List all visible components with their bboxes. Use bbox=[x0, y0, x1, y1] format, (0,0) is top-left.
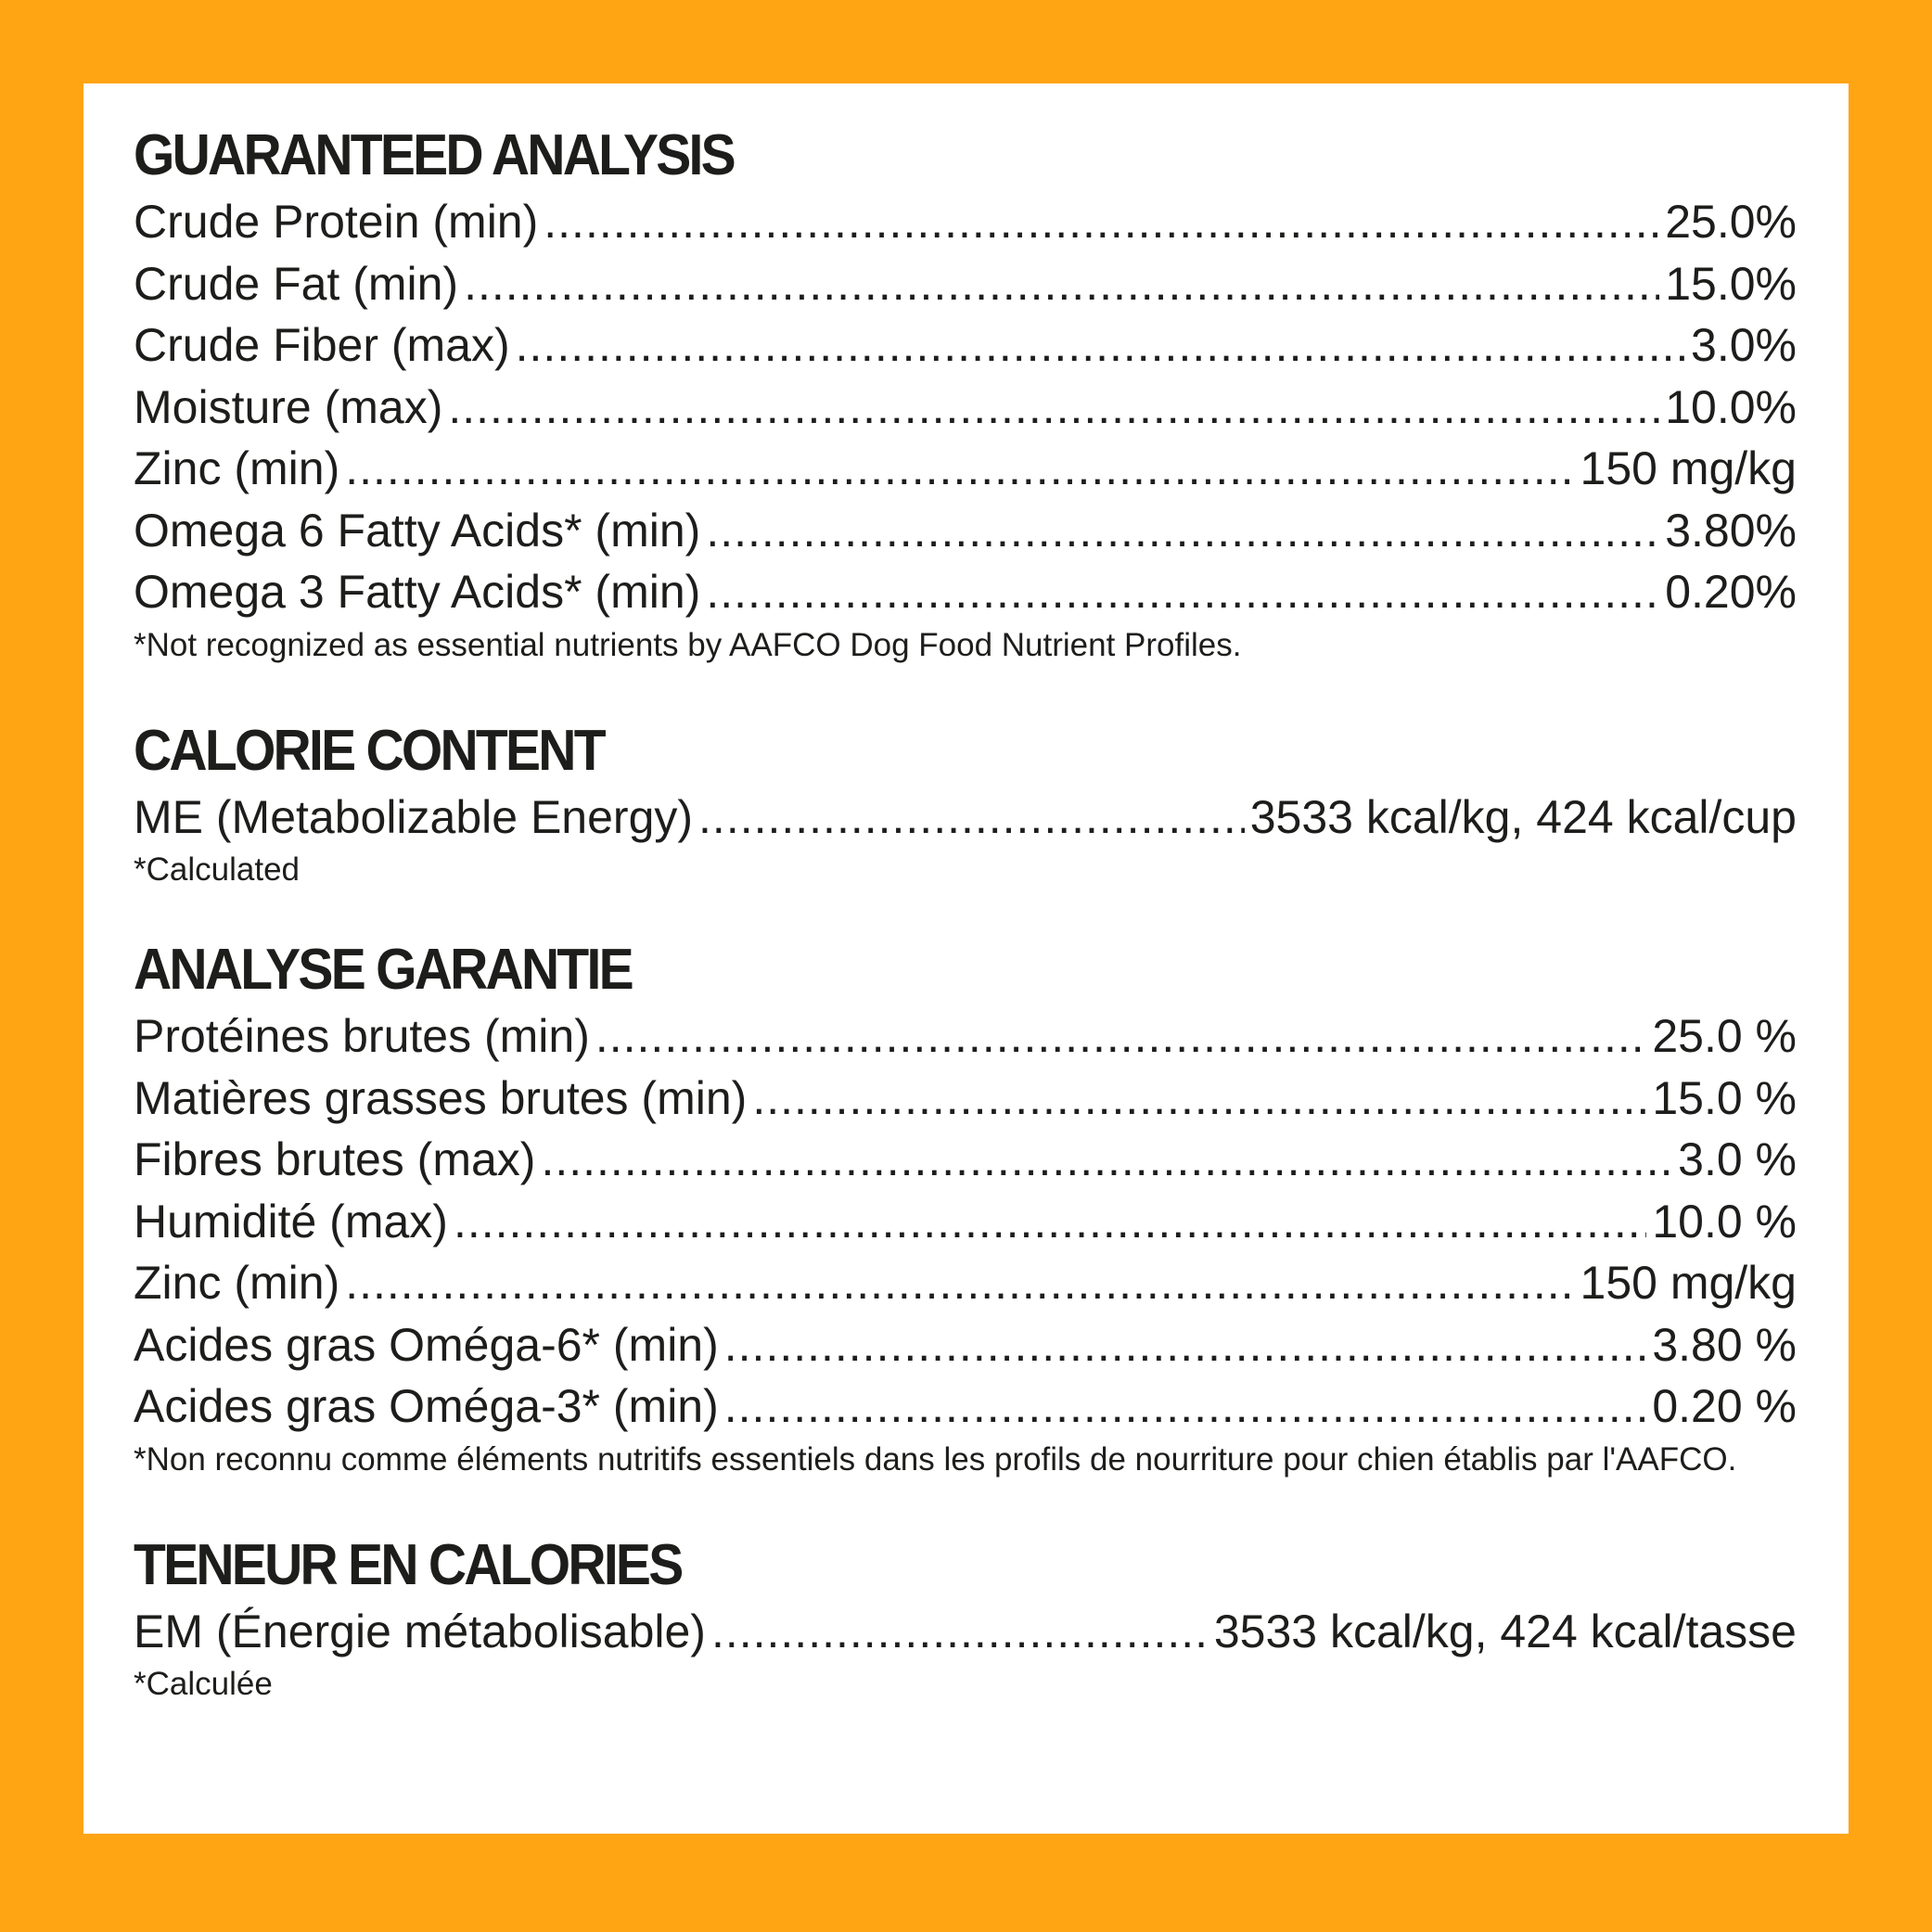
dot-leader bbox=[711, 1601, 1209, 1662]
nutrient-row bbox=[134, 253, 1797, 315]
nutrient-label: Acides gras Oméga-3* (min) bbox=[134, 1380, 719, 1432]
nutrient-label: Crude Fat (min) bbox=[134, 257, 459, 310]
section-gap bbox=[134, 892, 1797, 935]
nutrient-label: Crude Protein (min) bbox=[134, 196, 539, 248]
section-heading: ANALYSE GARANTIE bbox=[134, 938, 632, 1002]
section-gap bbox=[134, 1482, 1797, 1530]
teneur-en-calories-section bbox=[134, 1530, 1797, 1708]
dot-leader bbox=[752, 1068, 1646, 1129]
nutrient-row bbox=[134, 1191, 1797, 1253]
nutrient-label: Moisture (max) bbox=[134, 380, 443, 433]
nutrient-row bbox=[134, 314, 1797, 377]
nutrient-row bbox=[134, 377, 1797, 439]
calorie-content-section bbox=[134, 716, 1797, 893]
dot-leader bbox=[706, 561, 1659, 622]
nutrient-row bbox=[134, 1375, 1797, 1438]
nutrient-label: Matières grasses brutes (min) bbox=[134, 1071, 748, 1124]
section-heading: TENEUR EN CALORIES bbox=[134, 1532, 682, 1597]
nutrient-row bbox=[134, 1068, 1797, 1130]
nutrient-value: 10.0 % bbox=[1652, 1195, 1797, 1247]
dot-leader bbox=[345, 438, 1574, 499]
nutrient-value: 3.80 % bbox=[1652, 1318, 1797, 1371]
nutrient-label: Zinc (min) bbox=[134, 442, 340, 494]
nutrition-panel bbox=[83, 83, 1849, 1834]
nutrient-label: Omega 3 Fatty Acids* (min) bbox=[134, 566, 701, 618]
footnote: *Calculated bbox=[134, 851, 300, 888]
section-gap bbox=[134, 668, 1797, 716]
dot-leader bbox=[345, 1252, 1574, 1313]
dot-leader bbox=[448, 377, 1659, 438]
nutrient-value: 0.20% bbox=[1665, 566, 1797, 618]
dot-leader bbox=[464, 253, 1659, 314]
nutrient-row bbox=[134, 561, 1797, 623]
nutrient-row bbox=[134, 1005, 1797, 1068]
dot-leader bbox=[724, 1314, 1647, 1375]
nutrient-row bbox=[134, 1129, 1797, 1191]
nutrient-row bbox=[134, 1314, 1797, 1376]
nutrient-row bbox=[134, 1252, 1797, 1314]
nutrient-value: 3.0 % bbox=[1678, 1133, 1797, 1185]
nutrient-label: Humidité (max) bbox=[134, 1195, 448, 1247]
nutrient-value: 10.0% bbox=[1665, 380, 1797, 433]
dot-leader bbox=[724, 1375, 1647, 1437]
guaranteed-analysis-section bbox=[134, 121, 1797, 668]
nutrient-row bbox=[134, 191, 1797, 253]
nutrient-value: 0.20 % bbox=[1652, 1380, 1797, 1432]
section-heading: CALORIE CONTENT bbox=[134, 718, 604, 783]
nutrient-row bbox=[134, 1601, 1797, 1663]
section-heading: GUARANTEED ANALYSIS bbox=[134, 123, 734, 187]
nutrient-label: Fibres brutes (max) bbox=[134, 1133, 536, 1185]
dot-leader bbox=[544, 191, 1659, 252]
nutrient-value: 25.0% bbox=[1665, 196, 1797, 248]
dot-leader bbox=[595, 1005, 1646, 1067]
nutrient-row bbox=[134, 500, 1797, 562]
nutrient-value: 3533 kcal/kg, 424 kcal/tasse bbox=[1213, 1605, 1797, 1657]
nutrient-value: 3533 kcal/kg, 424 kcal/cup bbox=[1249, 790, 1797, 843]
dot-leader bbox=[706, 500, 1659, 561]
nutrient-value: 150 mg/kg bbox=[1580, 442, 1797, 494]
nutrient-value: 3.80% bbox=[1665, 504, 1797, 557]
footnote: *Non reconnu comme éléments nutritifs essentiels dans les profils de nourriture pour chien établis par l'AAFCO. bbox=[134, 1440, 1737, 1478]
dot-leader bbox=[541, 1129, 1672, 1190]
dot-leader bbox=[454, 1191, 1646, 1252]
footnote: *Calculée bbox=[134, 1666, 273, 1702]
nutrient-label: Protéines brutes (min) bbox=[134, 1010, 590, 1062]
nutrient-label: EM (Énergie métabolisable) bbox=[134, 1605, 706, 1657]
nutrient-label: Omega 6 Fatty Acids* (min) bbox=[134, 504, 701, 557]
nutrient-value: 3.0% bbox=[1691, 319, 1797, 371]
nutrient-row bbox=[134, 438, 1797, 500]
dot-leader bbox=[698, 787, 1245, 848]
analyse-garantie-section bbox=[134, 935, 1797, 1482]
nutrient-value: 15.0% bbox=[1665, 257, 1797, 310]
nutrient-label: Crude Fiber (max) bbox=[134, 319, 510, 371]
footnote: *Not recognized as essential nutrients by AAFCO Dog Food Nutrient Profiles. bbox=[134, 626, 1242, 663]
nutrient-row bbox=[134, 787, 1797, 849]
nutrient-label: Zinc (min) bbox=[134, 1257, 340, 1309]
dot-leader bbox=[516, 314, 1685, 376]
nutrient-label: ME (Metabolizable Energy) bbox=[134, 790, 694, 843]
nutrient-value: 25.0 % bbox=[1652, 1010, 1797, 1062]
nutrient-value: 15.0 % bbox=[1652, 1071, 1797, 1124]
nutrient-value: 150 mg/kg bbox=[1580, 1257, 1797, 1309]
nutrient-label: Acides gras Oméga-6* (min) bbox=[134, 1318, 719, 1371]
